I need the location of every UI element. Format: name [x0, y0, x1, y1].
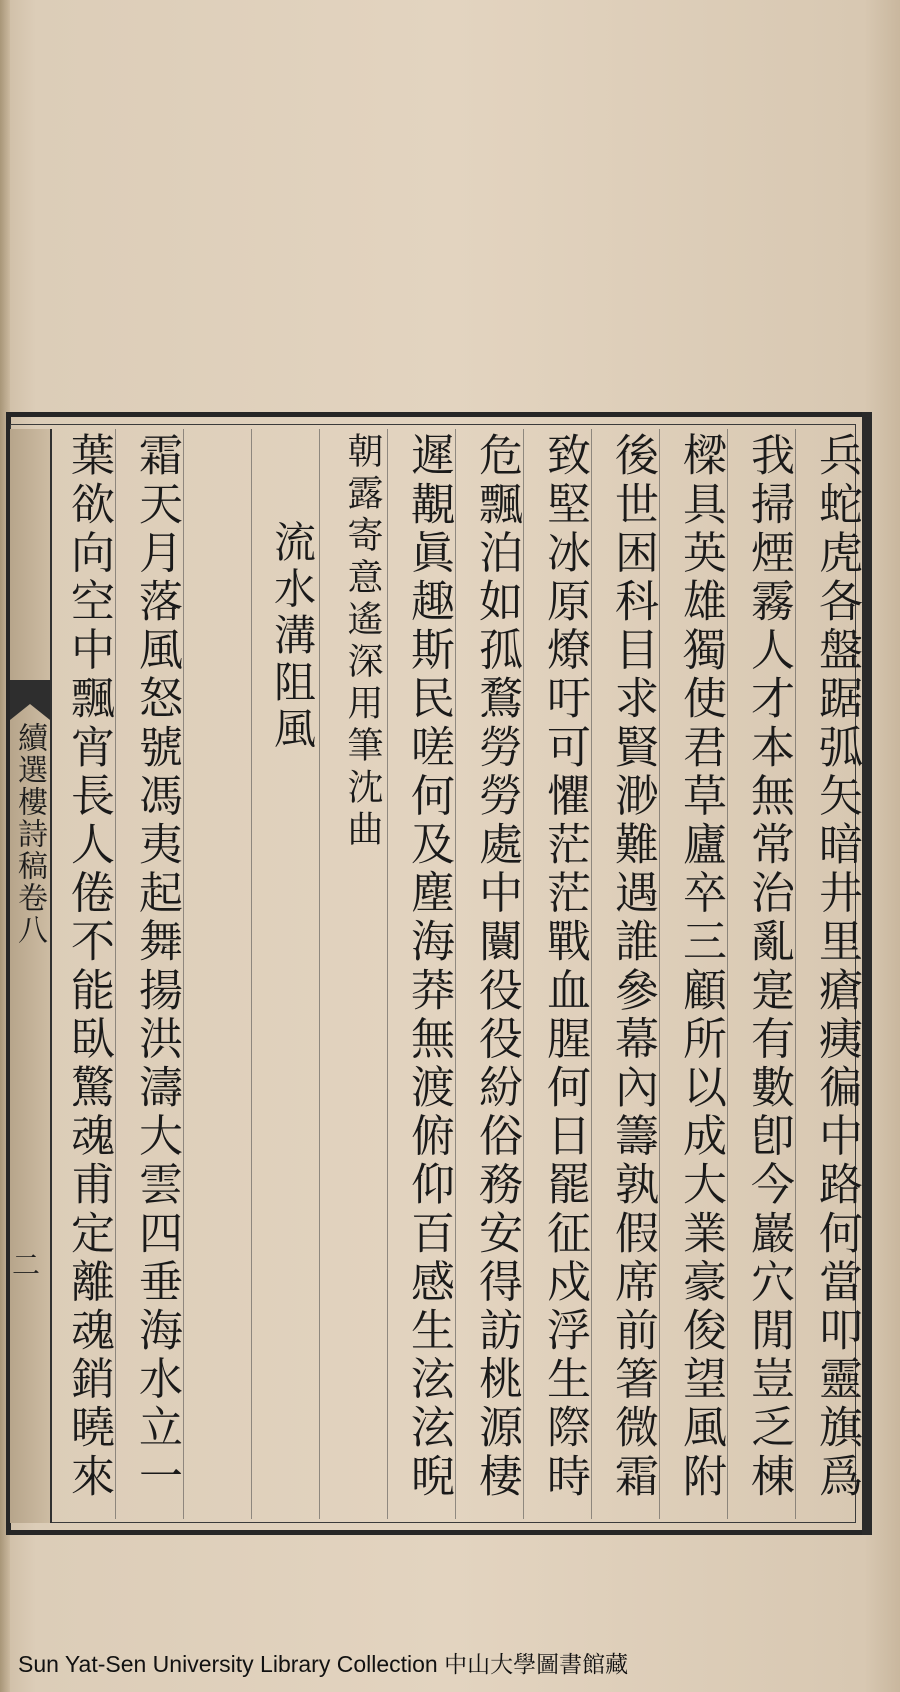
text-column: 致堅冰原燎吁可懼茫茫戰血腥何日罷征戍浮生際時	[539, 432, 590, 1502]
text-column: 兵蛇虎各盤踞弧矢暗井里瘡痍徧中路何當叩靈旗爲	[811, 432, 862, 1502]
text-column: 葉欲向空中飄宵長人倦不能臥驚魂甫定離魂銷曉來	[63, 432, 114, 1502]
text-column: 遲覯眞趣斯民嗟何及塵海莽無渡俯仰百感生泫泫晲	[403, 432, 454, 1502]
text-column: 霜天月落風怒號馮夷起舞揚洪濤大雲四垂海水立一	[131, 432, 182, 1502]
text-column: 後世困科目求賢渺難遇誰參幕內籌孰假席前箸微霜	[607, 432, 658, 1502]
text-column-annotation: 朝露寄意遙深用筆沈曲	[342, 432, 383, 852]
library-caption: Sun Yat-Sen University Library Collection 中山大學圖書館藏	[18, 1651, 629, 1677]
text-column: 我掃煙霧人才本無常治亂寔有數卽今巖穴閒豈乏棟	[743, 432, 794, 1502]
text-column: 樑具英雄獨使君草廬卒三顧所以成大業豪俊望風附	[675, 432, 726, 1502]
column-divider	[251, 429, 252, 1519]
banxin-center-strip	[10, 429, 52, 1523]
banxin-page-number: 二	[8, 1250, 41, 1278]
text-column: 危飄泊如孤鶩勞勞處中闤役役紛俗務安得訪桃源棲	[471, 432, 522, 1502]
poem-title: 流水溝阻風	[268, 520, 317, 753]
banxin-title: 續選樓詩稿卷八	[12, 722, 47, 946]
